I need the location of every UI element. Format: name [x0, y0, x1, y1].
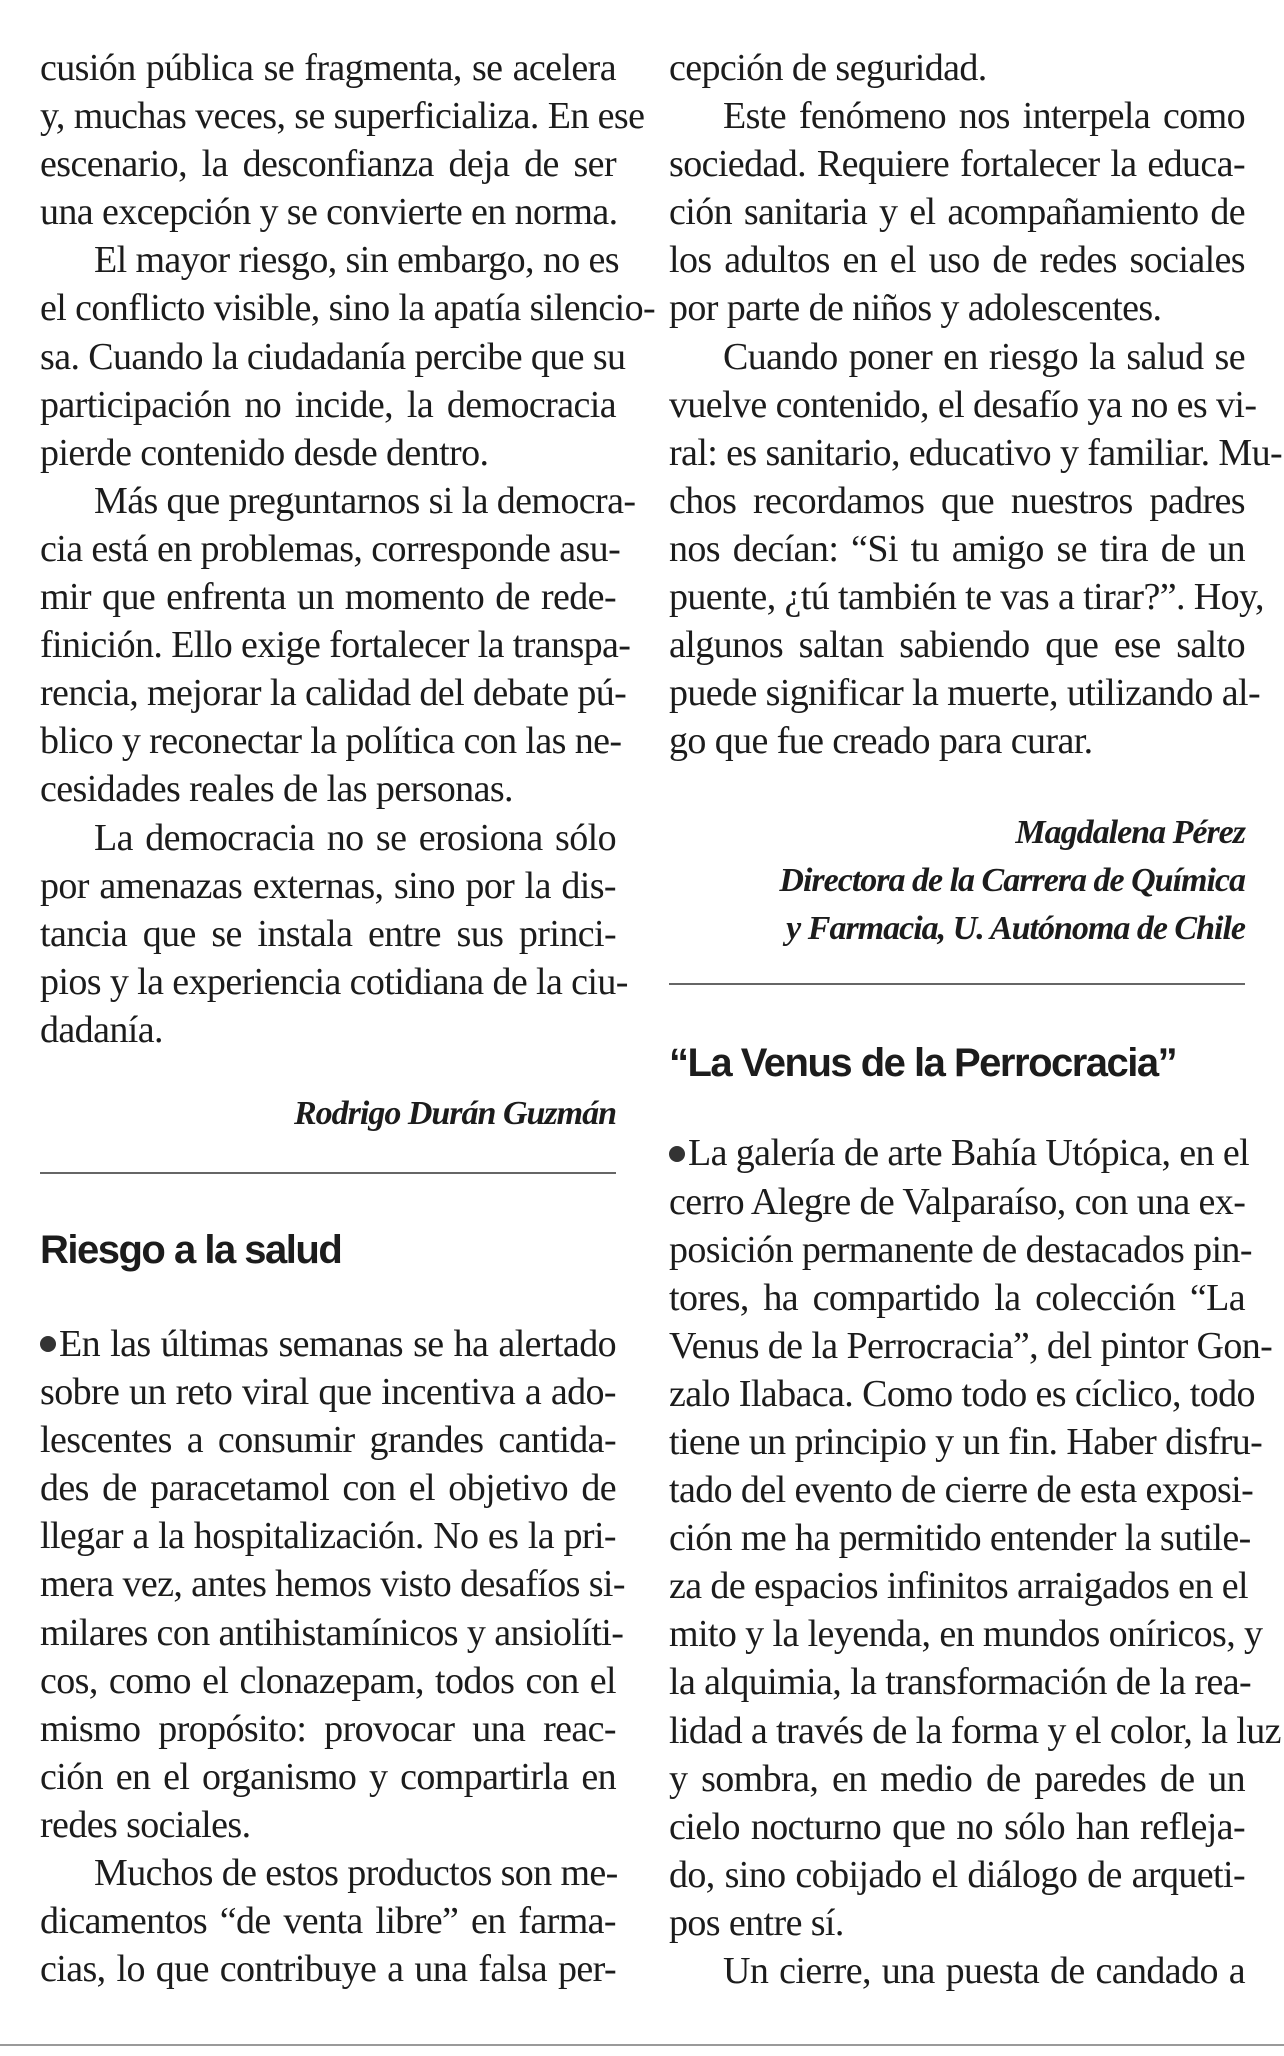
paragraph: [40, 814, 628, 1054]
paragraph: [40, 44, 645, 236]
text-line: pios y la experiencia cotidiana de la ciu-: [40, 960, 628, 1003]
text-line: el conflicto visible, sino la apatía silencio-: [40, 287, 656, 330]
text-line: Cuando poner en riesgo la salud se: [723, 335, 1245, 378]
text-line: por parte de niños y adolescentes.: [669, 287, 1162, 330]
paragraph: [669, 1947, 1245, 1995]
text-line: Más que preguntarnos si la democra-: [94, 479, 636, 522]
text-line: go que fue creado para curar.: [669, 720, 1093, 763]
text-line: cusión pública se fragmenta, se acelera: [40, 47, 616, 89]
text-line: llegar a la hospitalización. No es la pri-: [40, 1515, 616, 1558]
text-line: finición. Ello exige fortalecer la transpa-: [40, 624, 631, 667]
bullet-icon: [669, 1146, 685, 1162]
text-line: [40, 1320, 616, 1368]
text-line: ción me ha permitido entender la sutile-: [669, 1517, 1251, 1560]
signature-line: Magdalena Pérez: [1015, 814, 1245, 852]
text-line: sobre un reto viral que incentiva a ado-: [40, 1371, 616, 1414]
bullet-icon: [40, 1336, 56, 1352]
text-line: tancia que se instala entre sus princi-: [40, 912, 616, 955]
text-line: El mayor riesgo, sin embargo, no es: [94, 239, 619, 282]
text-line: tiene un principio y un fin. Haber disfru-: [669, 1420, 1263, 1463]
paragraph: [669, 44, 1245, 92]
text-line: redes sociales.: [40, 1803, 251, 1846]
text-line: lescentes a consumir grandes cantida-: [40, 1419, 616, 1462]
text-line: za de espacios infinitos arraigados en el: [669, 1565, 1248, 1608]
text-line: escenario, la desconfianza deja de ser: [40, 143, 616, 186]
paragraph: [669, 92, 1245, 332]
text-line: do, sino cobijado el diálogo de arqueti-: [669, 1853, 1245, 1896]
text-line: mera vez, antes hemos visto desafíos si-: [40, 1563, 625, 1606]
text-line: pos entre sí.: [669, 1901, 844, 1944]
text-line: lidad a través de la forma y el color, la luz: [669, 1709, 1281, 1752]
text-line: cepción de seguridad.: [669, 47, 987, 89]
text-line: algunos saltan sabiendo que ese salto: [669, 624, 1245, 667]
text-line: posición permanente de destacados pin-: [669, 1228, 1252, 1271]
text-line: tado del evento de cierre de esta exposi-: [669, 1469, 1254, 1512]
left-column: [40, 44, 656, 1993]
text-line-content: En las últimas semanas se ha alertado: [59, 1322, 616, 1365]
text-line: dadanía.: [40, 1008, 163, 1051]
page-bottom-border: [0, 2044, 1284, 2046]
text-line: mir que enfrenta un momento de rede-: [40, 576, 616, 619]
paragraph: [40, 1320, 625, 1849]
text-line: la alquimia, la transformación de la rea-: [669, 1661, 1252, 1704]
text-line: Venus de la Perrocracia”, del pintor Gon-: [669, 1324, 1273, 1367]
text-line: nos decían: “Si tu amigo se tira de un: [669, 527, 1245, 570]
text-line: cos, como el clonazepam, todos con el: [40, 1659, 616, 1702]
text-line: milares con antihistamínicos y ansiolíti-: [40, 1611, 624, 1654]
paragraph: [40, 477, 636, 814]
paragraph: [669, 333, 1283, 766]
text-line: una excepción y se convierte en norma.: [40, 191, 618, 234]
text-line: tores, ha compartido la colección “La: [669, 1276, 1245, 1319]
paragraph: [40, 236, 656, 476]
text-line: participación no incide, la democracia: [40, 383, 616, 426]
text-line: ción en el organismo y compartirla en: [40, 1755, 616, 1798]
text-line: cesidades reales de las personas.: [40, 768, 513, 811]
text-line: rencia, mejorar la calidad del debate pú-: [40, 672, 627, 715]
paragraph: [40, 1849, 616, 1993]
text-line: cielo nocturno que no sólo han refleja-: [669, 1805, 1245, 1848]
section-title: Riesgo a la salud: [40, 1227, 342, 1272]
section-title: “La Venus de la Perrocracia”: [669, 1041, 1177, 1086]
text-line: mismo propósito: provocar una reac-: [40, 1707, 616, 1750]
text-line: cerro Alegre de Valparaíso, con una ex-: [669, 1180, 1246, 1223]
text-line: y, muchas veces, se superficializa. En ese: [40, 95, 645, 138]
text-line: vuelve contenido, el desafío ya no es vi-: [669, 383, 1257, 426]
text-line: y sombra, en medio de paredes de un: [669, 1757, 1245, 1800]
text-line: Este fenómeno nos interpela como: [723, 95, 1245, 138]
text-line: sociedad. Requiere fortalecer la educa-: [669, 143, 1245, 186]
text-line: cia está en problemas, corresponde asu-: [40, 527, 621, 570]
text-line: puede significar la muerte, utilizando al-: [669, 672, 1261, 715]
author-signature: Rodrigo Durán Guzmán: [293, 1094, 616, 1132]
text-line: pierde contenido desde dentro.: [40, 431, 489, 474]
text-line: mito y la leyenda, en mundos oníricos, y: [669, 1613, 1263, 1656]
text-line: des de paracetamol con el objetivo de: [40, 1467, 616, 1510]
text-line: cias, lo que contribuye a una falsa per-: [40, 1948, 616, 1991]
text-line: blico y reconectar la política con las ne-: [40, 720, 622, 763]
signature-line: Directora de la Carrera de Química: [779, 862, 1245, 900]
signature-line: y Farmacia, U. Autónoma de Chile: [786, 910, 1245, 948]
text-line: sa. Cuando la ciudadanía percibe que su: [40, 335, 626, 378]
text-line: chos recordamos que nuestros padres: [669, 479, 1245, 522]
text-line: Muchos de estos productos son me-: [94, 1852, 618, 1894]
author-signature: [669, 809, 1245, 953]
text-line: los adultos en el uso de redes sociales: [669, 239, 1245, 282]
text-line: dicamentos “de venta libre” en farma-: [40, 1900, 616, 1943]
text-line: La democracia no se erosiona sólo: [94, 816, 616, 859]
text-line: ral: es sanitario, educativo y familiar. Mu-: [669, 431, 1283, 474]
text-line-content: La galería de arte Bahía Utópica, en el: [688, 1132, 1250, 1175]
text-line: por amenazas externas, sino por la dis-: [40, 864, 616, 907]
text-line: zalo Ilabaca. Como todo es cíclico, todo: [669, 1372, 1255, 1415]
right-column: [669, 44, 1283, 1995]
text-line: Un cierre, una puesta de candado a: [723, 1950, 1245, 1992]
text-line: [669, 1129, 1250, 1177]
text-line: ción sanitaria y el acompañamiento de: [669, 191, 1245, 234]
paragraph: [669, 1129, 1281, 1947]
text-line: puente, ¿tú también te vas a tirar?”. Hoy,: [669, 576, 1264, 619]
